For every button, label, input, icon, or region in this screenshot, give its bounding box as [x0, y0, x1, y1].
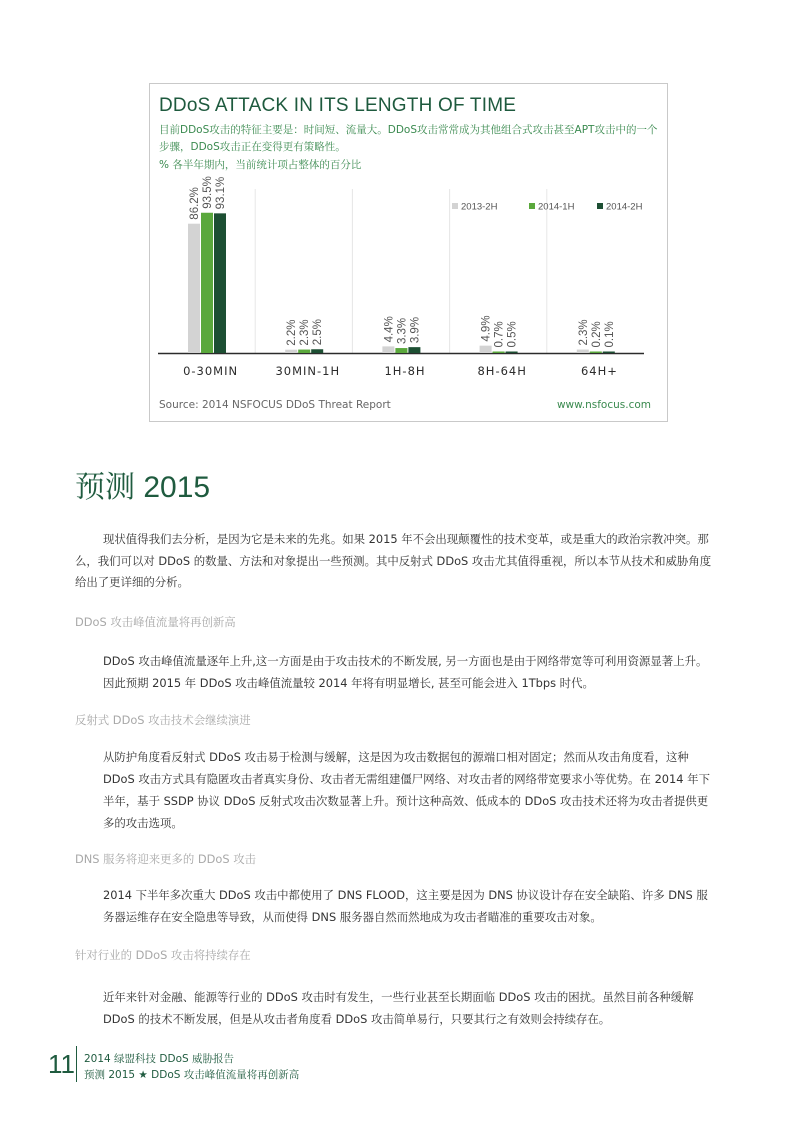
chart-bar [395, 348, 407, 353]
chart-data-label: 2.3% [299, 319, 312, 346]
chart-data-label: 2.3% [577, 319, 590, 346]
chart-data-label: 0.2% [590, 321, 603, 348]
chart-bar [506, 352, 518, 354]
chart-data-label: 4.4% [383, 316, 396, 343]
chart-legend-swatch [529, 203, 535, 209]
subheading-peak-traffic: DDoS 攻击峰值流量将再创新高 [75, 615, 236, 629]
chart-data-label: 3.3% [396, 317, 409, 345]
intro-paragraph: 现状值得我们去分析，是因为它是未来的先兆。如果 2015 年不会出现颠覆性的技术变革，或是重大的政治宗教冲突。那么，我们可以对 DDoS 的数量、方法和对象提出一些预测。其中反射式 DDoS 攻击尤其值得重视，所以本节从技术和威胁角度给出了更详细的分析。 [75, 532, 712, 589]
chart-url: www.nsfocus.com [556, 399, 651, 411]
chart-data-label: 2.5% [312, 319, 325, 346]
subheading-reflection: 反射式 DDoS 攻击技术会继续演进 [75, 713, 251, 727]
chart-category-label: 30MIN-1H [275, 364, 341, 378]
paragraph-dns: 2014 下半年多次重大 DDoS 攻击中都使用了 DNS FLOOD，这主要是因为 DNS 协议设计存在安全缺陷、许多 DNS 服务器运维存在安全隐患等导致，从而使得 DNS 服务器自然而然地成为攻击者瞄准的重要攻击对象。 [103, 888, 708, 924]
footer-report-title: 2014 绿盟科技 DDoS 威胁报告 [84, 1053, 234, 1065]
chart-bar [408, 347, 420, 353]
footer-section-title: 预测 2015 ★ DDoS 攻击峰值流量将再创新高 [84, 1069, 300, 1081]
chart-bar [298, 350, 310, 353]
chart-data-label: 93.1% [215, 176, 227, 210]
chart-data-label: 4.9% [480, 315, 493, 342]
chart-legend-swatch [597, 203, 603, 209]
chart-source: Source: 2014 NSFOCUS DDoS Threat Report [159, 399, 391, 411]
chart-bar [577, 350, 589, 353]
chart-bar [480, 346, 492, 353]
chart-figure [149, 83, 668, 422]
chart-category-label: 0-30MIN [183, 364, 239, 378]
section-title: 预测 2015 [75, 471, 211, 504]
chart-data-label: 3.9% [409, 316, 422, 344]
paragraph-peak-traffic: DDoS 攻击峰值流量逐年上升,这一方面是由于攻击技术的不断发展, 另一方面也是由于网络带宽等可利用资源显著上升。 因此预期 2015 年 DDoS 攻击峰值流量较 2014 年将有明显增长, 甚至可能会进入 1Tbps 时代。 [103, 654, 708, 690]
chart-bar [188, 224, 200, 353]
chart-title: DDoS ATTACK IN ITS LENGTH OF TIME [159, 95, 517, 116]
chart-bar [603, 352, 615, 354]
chart-data-label: 93.5% [202, 176, 214, 209]
chart-category-label: 64H+ [580, 364, 618, 378]
paragraph-industry: 近年来针对金融、能源等行业的 DDoS 攻击时有发生，一些行业甚至长期面临 DDoS 攻击的困扰。虽然目前各种缓解 DDoS 的技术不断发展，但是从攻击者角度看 DDoS 攻击简单易行，只要其行之有效则会持续存在。 [103, 990, 694, 1026]
chart-subtitle: 目前DDoS攻击的特征主要是：时间短、流量大。DDoS攻击常常成为其他组合式攻击甚至APT攻击中的一个步骤，DDoS攻击正在变得更有策略性。 [159, 124, 658, 153]
chart-legend-label: 2014-2H [606, 201, 643, 213]
subheading-industry: 针对行业的 DDoS 攻击将持续存在 [75, 948, 251, 962]
chart-note: % 各半年期内，当前统计项占整体的百分比 [159, 159, 362, 171]
chart-bar [311, 349, 323, 353]
chart-category-label: 1H-8H [384, 364, 426, 378]
page-number: 11 [48, 1049, 75, 1079]
chart-bar [382, 346, 394, 353]
chart-bar [493, 352, 505, 354]
chart-legend-label: 2013-2H [461, 201, 498, 213]
chart-legend-swatch [452, 203, 458, 209]
chart-legend-label: 2014-1H [538, 201, 575, 213]
chart-data-label: 2.2% [286, 319, 299, 346]
chart-bar [285, 350, 297, 353]
chart-data-label: 86.2% [189, 187, 201, 220]
paragraph-reflection: 从防护角度看反射式 DDoS 攻击易于检测与缓解，这是因为攻击数据包的源端口相对固定；然而从攻击角度看，这种 DDoS 攻击方式具有隐匿攻击者真实身份、攻击者无需组建僵尸网络、对攻击者的网络带宽要求小等优势。在 2014 年下半年，基于 SSDP 协议 DDoS 反射式攻击次数显著上升。预计这种高效、低成本的 DDoS 攻击技术还将为攻击者提供更多的攻击选项。 [103, 750, 710, 830]
chart-bar [590, 352, 602, 354]
footer-divider [76, 1046, 77, 1082]
chart-bar [214, 213, 226, 353]
chart-bar [201, 213, 213, 353]
chart-data-label: 0.5% [506, 321, 519, 348]
chart-data-label: 0.1% [603, 321, 616, 348]
chart-data-label: 0.7% [493, 321, 506, 348]
chart-category-label: 8H-64H [477, 364, 527, 378]
subheading-dns: DNS 服务将迎来更多的 DDoS 攻击 [75, 852, 257, 866]
